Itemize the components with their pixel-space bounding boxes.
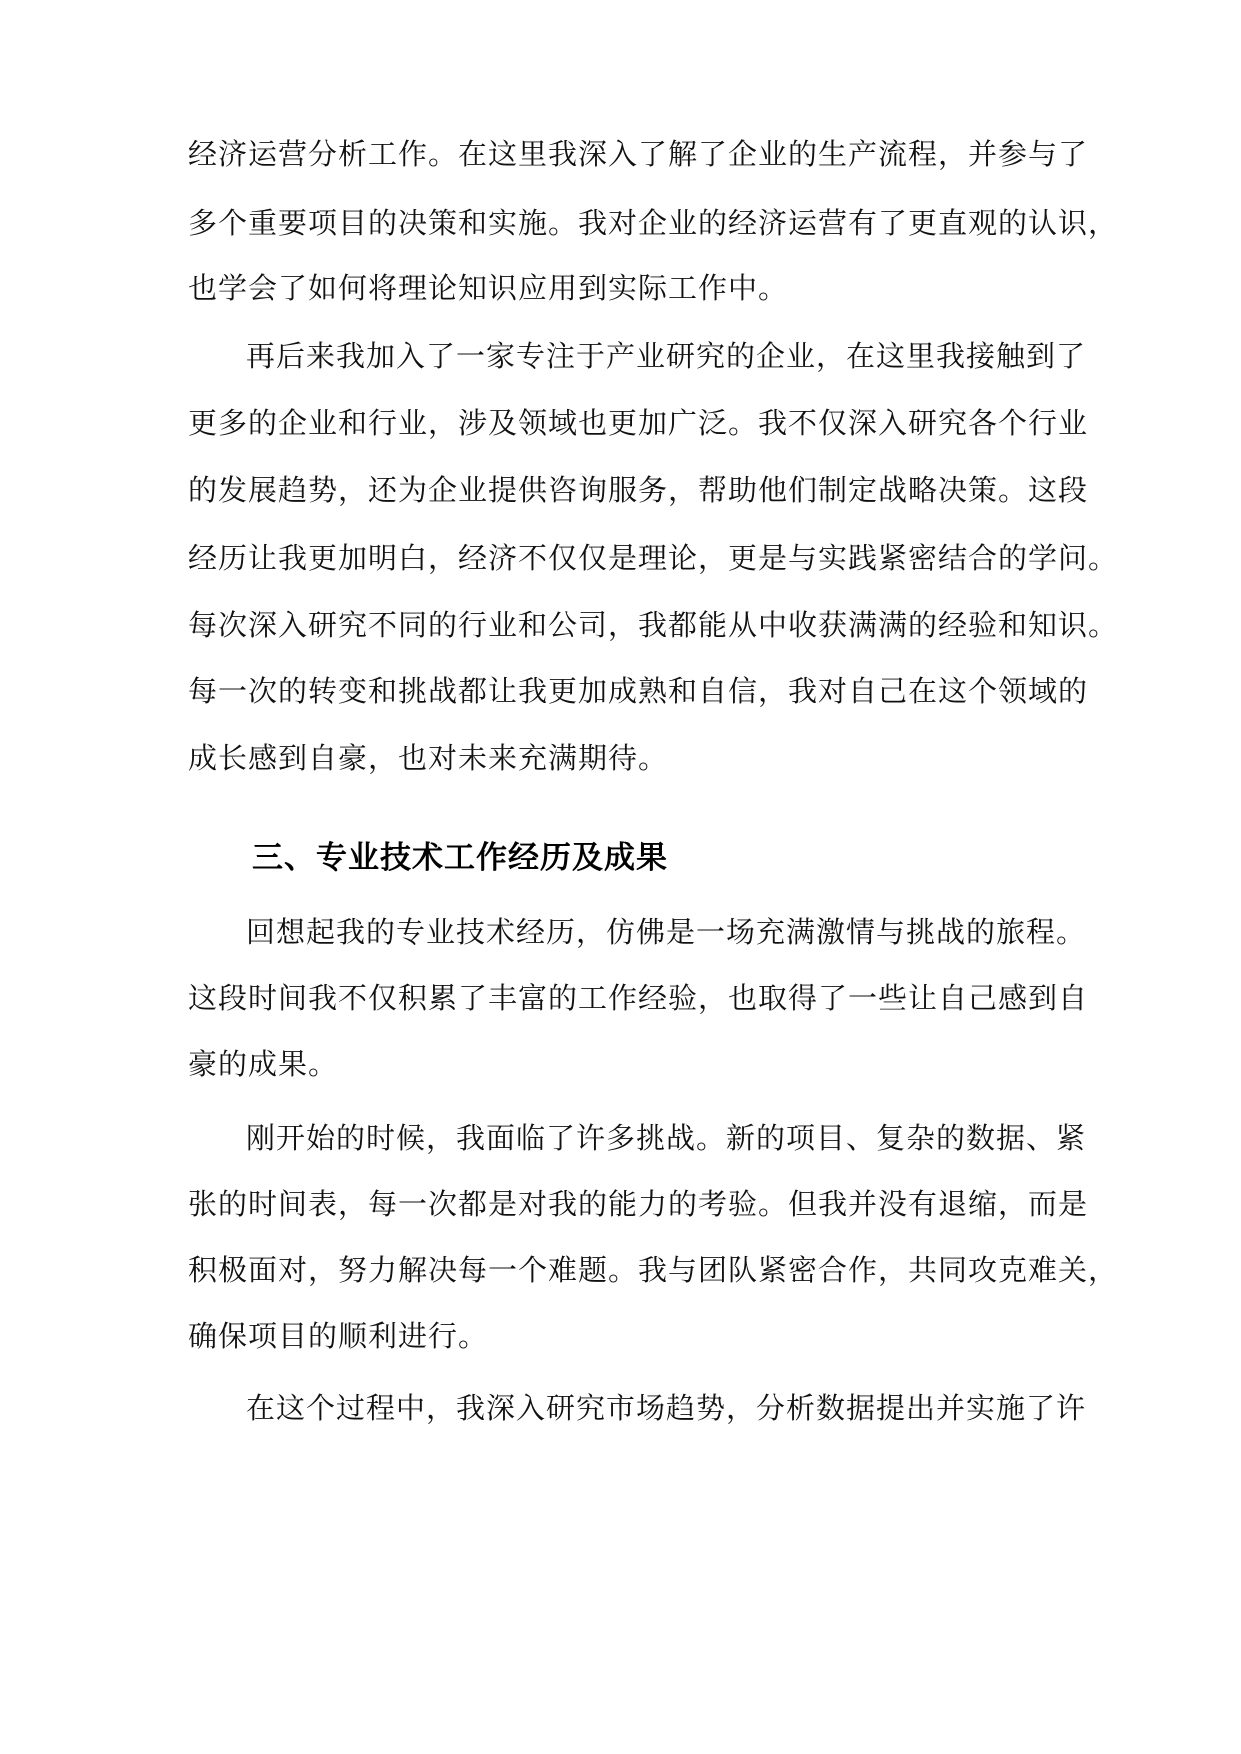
paragraph-line: 的发展趋势，还为企业提供咨询服务，帮助他们制定战略决策。这段 — [188, 473, 1089, 507]
paragraph-line: 回想起我的专业技术经历，仿佛是一场充满激情与挑战的旅程。 — [246, 915, 1087, 949]
paragraph-line: 这段时间我不仅积累了丰富的工作经验，也取得了一些让自己感到自 — [188, 981, 1089, 1015]
section-heading: 三、专业技术工作经历及成果 — [252, 840, 668, 876]
paragraph-line: 豪的成果。 — [188, 1047, 339, 1081]
paragraph-line: 每一次的转变和挑战都让我更加成熟和自信，我对自己在这个领域的 — [188, 674, 1089, 708]
paragraph-line: 积极面对，努力解决每一个难题。我与团队紧密合作，共同攻克难关， — [188, 1253, 1119, 1287]
paragraph-line: 成长感到自豪，也对未来充满期待。 — [188, 741, 669, 775]
paragraph-line: 确保项目的顺利进行。 — [188, 1319, 489, 1353]
paragraph-line: 经济运营分析工作。在这里我深入了解了企业的生产流程，并参与了 — [188, 137, 1089, 171]
paragraph-line: 每次深入研究不同的行业和公司，我都能从中收获满满的经验和知识。 — [188, 608, 1119, 642]
paragraph-line: 在这个过程中，我深入研究市场趋势，分析数据提出并实施了许 — [246, 1391, 1087, 1425]
paragraph-line: 经历让我更加明白，经济不仅仅是理论，更是与实践紧密结合的学问。 — [188, 541, 1119, 575]
paragraph-line: 也学会了如何将理论知识应用到实际工作中。 — [188, 271, 789, 305]
paragraph-line: 更多的企业和行业，涉及领域也更加广泛。我不仅深入研究各个行业 — [188, 406, 1089, 440]
paragraph-line: 刚开始的时候，我面临了许多挑战。新的项目、复杂的数据、紧 — [246, 1121, 1087, 1155]
paragraph-line: 再后来我加入了一家专注于产业研究的企业，在这里我接触到了 — [246, 339, 1087, 373]
paragraph-line: 多个重要项目的决策和实施。我对企业的经济运营有了更直观的认识， — [188, 206, 1119, 240]
paragraph-line: 张的时间表，每一次都是对我的能力的考验。但我并没有退缩，而是 — [188, 1187, 1089, 1221]
